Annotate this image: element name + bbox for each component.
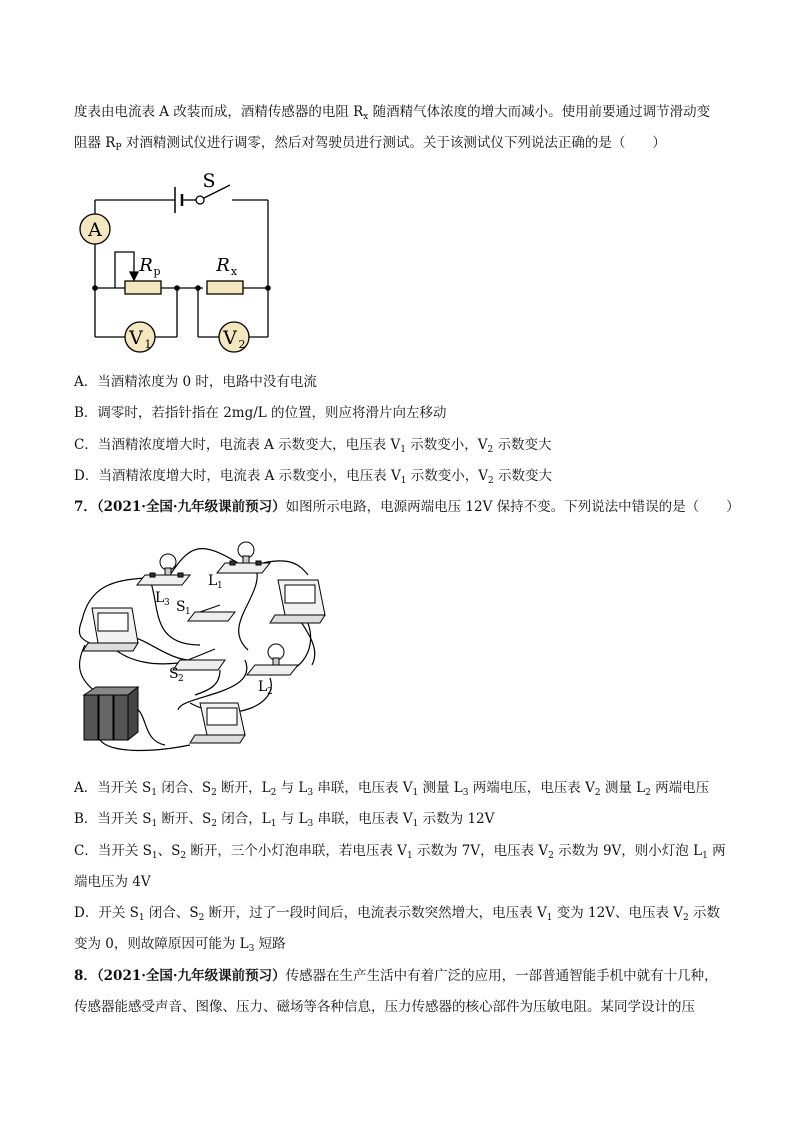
option-text: 示数变小，V [406, 468, 488, 484]
s2-label: S [169, 666, 179, 682]
q7-option-c-line1 [74, 841, 734, 861]
option-text: 示数变大 [493, 468, 553, 484]
subscript: 2 [487, 445, 494, 455]
subscript: x [363, 112, 369, 122]
intro-text: 随酒精气体浓度的增大而减小。使用前要通过调节滑动变 [368, 104, 711, 120]
option-text: A．当开关 S [74, 780, 152, 796]
l3-label: L [155, 590, 165, 606]
voltmeter-left [83, 608, 138, 651]
option-text: C．当开关 S [74, 843, 152, 859]
subscript: 2 [211, 819, 217, 829]
l2-subscript: 2 [267, 687, 273, 697]
rx-label: R [216, 255, 230, 276]
voltmeter-right [270, 580, 325, 623]
option-text: 短路 [254, 936, 286, 952]
subscript: 2 [180, 851, 187, 861]
subscript: P [115, 143, 122, 153]
subscript: 3 [307, 788, 314, 798]
option-text: 断开，L [216, 780, 271, 796]
option-text: 示数为 12V [418, 811, 495, 827]
option-text: D．当酒精浓度增大时，电流表 A 示数变小，电压表 V [74, 468, 401, 484]
subscript: 2 [548, 851, 554, 861]
q6-option-c [74, 435, 734, 455]
intro-line-1 [74, 102, 734, 122]
option-text: 示数为 7V，电压表 V [412, 843, 549, 859]
ammeter-label: A [88, 219, 102, 241]
switch-contact [196, 196, 204, 204]
subscript: 2 [594, 788, 601, 798]
question-text: 如图所示电路，电源两端电压 12V 保持不变。下列说法中错误的是（ ） [285, 499, 740, 515]
option-text: D．开关 S [74, 905, 139, 921]
option-text: 、S [157, 843, 181, 859]
option-text: 串联，电压表 V [313, 811, 413, 827]
subscript: 1 [400, 476, 407, 486]
option-text: 示数变大 [493, 437, 552, 453]
question-source: （2021·全国·九年级课前预习） [96, 968, 286, 984]
subscript: 2 [211, 788, 217, 798]
q7-stem [74, 497, 740, 517]
subscript: 2 [270, 788, 277, 798]
option-text: A．当酒精浓度为 0 时，电路中没有电流 [74, 374, 317, 390]
ammeter-bottom [190, 703, 245, 743]
option-text: 变为 12V、电压表 V [552, 905, 684, 921]
subscript: 1 [406, 851, 413, 861]
intro-text: 对酒精测试仪进行调零，然后对驾驶员进行测试。关于该测试仪下列说法正确的是（ ） [121, 135, 666, 151]
l1-subscript: 1 [217, 581, 223, 591]
intro-text: 度表由电流表 A 改装而成，酒精传感器的电阻 R [74, 104, 364, 120]
option-text: B．调零时，若指针指在 2mg/L 的位置，则应将滑片向左移动 [74, 405, 447, 421]
option-text: 测量 L [418, 780, 463, 796]
s2-subscript: 2 [178, 674, 184, 684]
question-text: 传感器能感受声音、图像、压力、磁场等各种信息，压力传感器的核心部件为压敏电阻。某同学设计的压 [74, 999, 695, 1015]
q8-stem-line2 [74, 997, 734, 1017]
q7-option-c-line2 [74, 872, 734, 892]
option-text: 测量 L [600, 780, 646, 796]
option-text: 断开，三个小灯泡串联，若电压表 V [186, 843, 407, 859]
question-number: 7． [74, 499, 97, 515]
l2-label: L [258, 679, 268, 695]
v2-label: V [223, 327, 237, 349]
q8-stem-line1 [74, 966, 734, 986]
s1-subscript: 1 [185, 607, 191, 617]
switch-s1 [188, 605, 235, 621]
option-text: 与 L [276, 811, 308, 827]
option-text: 端电压为 4V [74, 874, 151, 890]
subscript: 1 [412, 788, 419, 798]
question-text: 传感器在生产生活中有着广泛的应用，一部普通智能手机中就有十几种， [285, 968, 718, 984]
option-text: 闭合，L [216, 811, 271, 827]
rp-subscript: p [153, 265, 161, 278]
subscript: 3 [307, 819, 314, 829]
rp-label: R [139, 255, 153, 276]
lamp-l2 [247, 644, 298, 675]
switch-s2 [173, 649, 225, 670]
subscript: 1 [412, 819, 419, 829]
option-text: 两端电压，电压表 V [468, 780, 595, 796]
intro-text: 阻器 R [74, 135, 116, 151]
battery-pack [84, 687, 138, 740]
subscript: 2 [198, 913, 205, 923]
subscript: 3 [248, 944, 255, 954]
option-text: 两 [707, 843, 726, 859]
subscript: 2 [487, 476, 494, 486]
switch-label: S [202, 170, 216, 192]
option-text: 串联，电压表 V [313, 780, 413, 796]
v2-subscript: 2 [238, 338, 246, 351]
l3-subscript: 3 [164, 598, 170, 608]
intro-line-2 [74, 133, 734, 153]
subscript: 1 [151, 819, 158, 829]
option-text: 断开、S [157, 811, 212, 827]
s1-label: S [176, 599, 186, 615]
alcohol-tester-circuit-diagram [70, 165, 280, 360]
option-text: 示数变小，V [405, 437, 488, 453]
subscript: 1 [546, 913, 553, 923]
option-text: C．当酒精浓度增大时，电流表 A 示数变大，电压表 V [74, 437, 401, 453]
l1-label: L [208, 573, 218, 589]
subscript: 1 [702, 851, 708, 861]
subscript: 2 [645, 788, 651, 798]
question-number: 8． [74, 968, 97, 984]
subscript: 1 [270, 819, 277, 829]
option-text: 闭合、S [157, 780, 212, 796]
rx-subscript: x [230, 265, 238, 278]
q7-option-b [74, 809, 734, 829]
v1-label: V [129, 327, 143, 349]
subscript: 1 [151, 851, 158, 861]
q7-option-d-line2 [74, 934, 734, 954]
option-text: 示数为 9V，则小灯泡 L [553, 843, 703, 859]
q6-option-d [74, 466, 734, 486]
physical-circuit-apparatus-diagram [70, 535, 332, 755]
subscript: 1 [151, 788, 158, 798]
q6-option-a [74, 372, 734, 392]
q7-option-a [74, 778, 734, 798]
q7-option-d-line1 [74, 903, 734, 923]
option-text: 变为 0，则故障原因可能为 L [74, 936, 249, 952]
q6-option-b [74, 403, 734, 423]
option-text: B．当开关 S [74, 811, 152, 827]
subscript: 1 [138, 913, 145, 923]
option-text: 断开，过了一段时间后，电流表示数突然增大，电压表 V [204, 905, 547, 921]
option-text: 闭合、S [144, 905, 199, 921]
subscript: 3 [462, 788, 469, 798]
subscript: 1 [400, 445, 406, 455]
option-text: 与 L [276, 780, 308, 796]
subscript: 2 [683, 913, 689, 923]
question-source: （2021·全国·九年级课前预习） [96, 499, 286, 515]
option-text: 两端电压 [650, 780, 710, 796]
lamp-l1 [217, 542, 270, 573]
option-text: 示数 [688, 905, 721, 921]
v1-subscript: 1 [144, 338, 152, 351]
